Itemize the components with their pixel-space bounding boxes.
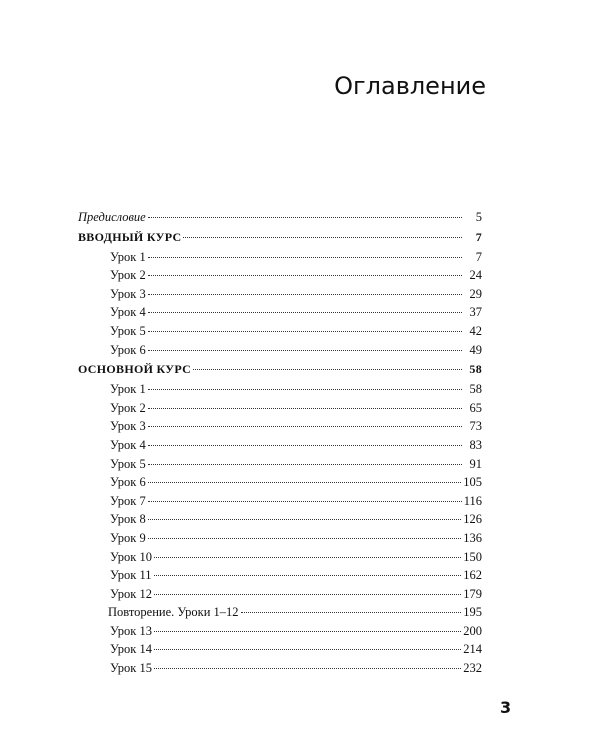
toc-entry-lesson[interactable] [78, 399, 482, 418]
toc-entry-lesson[interactable] [78, 640, 482, 659]
toc-entry-lesson[interactable] [78, 585, 482, 604]
toc-page-number: 37 [469, 305, 482, 320]
toc-part-label: ОСНОВНОЙ КУРС [78, 362, 192, 377]
toc-entry-label: Урок 10 [110, 549, 152, 564]
toc-page-number: 42 [469, 323, 482, 338]
toc-entry-lesson[interactable] [78, 341, 482, 360]
toc-entry-label: Урок 4 [110, 305, 146, 320]
toc-page-number: 105 [463, 475, 482, 490]
toc-page-number: 116 [463, 493, 482, 508]
toc-page-number: 195 [463, 605, 482, 620]
toc-entry-label: Урок 6 [110, 342, 146, 357]
toc-page-number: 150 [463, 549, 482, 564]
toc-entry-label: Урок 9 [110, 530, 146, 545]
toc-page-number: 49 [469, 342, 482, 357]
toc-entry-label: Урок 1 [110, 382, 146, 397]
dot-leader [148, 407, 462, 409]
toc-page-number: 126 [463, 512, 482, 527]
dot-leader [148, 518, 462, 520]
toc-entry-main-course[interactable] [78, 359, 482, 380]
dot-leader [148, 349, 462, 351]
toc-page-number: 58 [469, 362, 482, 377]
dot-leader [154, 593, 461, 595]
page-title: Оглавление [334, 72, 486, 100]
toc-entry-lesson[interactable] [78, 659, 482, 678]
dot-leader [154, 630, 461, 632]
dot-leader [148, 500, 462, 502]
toc-page-number: 214 [463, 642, 482, 657]
toc-page-number: 83 [469, 437, 482, 452]
toc-entry-label: Повторение. Уроки 1–12 [108, 605, 239, 620]
dot-leader [183, 236, 462, 238]
toc-entry-label: Урок 11 [110, 568, 152, 583]
dot-leader [154, 574, 462, 576]
toc-entry-label: Урок 3 [110, 419, 146, 434]
toc-entry-label: Урок 5 [110, 456, 146, 471]
toc-entry-label: Предисловие [78, 210, 146, 224]
toc-entry-lesson[interactable] [78, 492, 482, 511]
toc-entry-label: Урок 13 [110, 623, 152, 638]
toc-page-number: 136 [463, 530, 482, 545]
toc-page-number: 200 [463, 623, 482, 638]
toc-entry-label: Урок 1 [110, 249, 146, 264]
toc-entry-label: Урок 2 [110, 268, 146, 283]
toc-entry-label: Урок 14 [110, 642, 152, 657]
dot-leader [148, 425, 462, 427]
dot-leader [148, 293, 462, 295]
toc-page-number: 58 [469, 382, 482, 397]
dot-leader [148, 463, 462, 465]
toc-entry-lesson[interactable] [78, 285, 482, 304]
dot-leader [148, 311, 462, 313]
dot-leader [154, 648, 461, 650]
toc-page-number: 73 [469, 419, 482, 434]
dot-leader [193, 368, 462, 370]
dot-leader [148, 274, 462, 276]
toc-entry-label: Урок 3 [110, 286, 146, 301]
toc-entry-label: Урок 7 [110, 493, 146, 508]
toc-entry-intro-course[interactable] [78, 227, 482, 248]
toc-entry-label: Урок 8 [110, 512, 146, 527]
toc-entry-lesson[interactable] [78, 417, 482, 436]
toc-entry-label: Урок 6 [110, 475, 146, 490]
toc-page-number: 5 [475, 210, 482, 224]
toc-entry-lesson[interactable] [78, 473, 482, 492]
dot-leader [148, 444, 462, 446]
toc-entry-lesson[interactable] [78, 436, 482, 455]
toc-part-label: ВВОДНЫЙ КУРС [78, 229, 182, 244]
toc-page-number: 24 [469, 268, 482, 283]
dot-leader [148, 256, 462, 258]
toc-page-number: 29 [469, 286, 482, 301]
page-number: 3 [500, 698, 512, 717]
toc-entry-lesson[interactable] [78, 529, 482, 548]
toc-entry-lesson[interactable] [78, 510, 482, 529]
dot-leader [148, 481, 462, 483]
toc-page-number: 65 [469, 400, 482, 415]
toc-entry-lesson[interactable] [78, 303, 482, 322]
dot-leader [154, 556, 461, 558]
toc-entry-label: Урок 5 [110, 323, 146, 338]
toc-page-number: 179 [463, 586, 482, 601]
toc-entry-preface[interactable] [78, 208, 482, 227]
toc-page-number: 162 [463, 568, 482, 583]
toc-page-number: 7 [475, 249, 482, 264]
toc-page-number: 91 [469, 456, 482, 471]
toc-entry-lesson[interactable] [78, 322, 482, 341]
toc-page-number: 7 [475, 229, 482, 244]
dot-leader [154, 667, 461, 669]
toc-entry-lesson[interactable] [78, 622, 482, 641]
dot-leader [148, 537, 462, 539]
toc-page-number: 232 [463, 661, 482, 676]
toc-entry-label: Урок 4 [110, 437, 146, 452]
toc-entry-lesson[interactable] [78, 548, 482, 567]
toc-entry-lesson[interactable] [78, 566, 482, 585]
toc-entry-lesson[interactable] [78, 455, 482, 474]
dot-leader [148, 330, 462, 332]
toc-entry-lesson[interactable] [78, 248, 482, 267]
toc-entry-lesson[interactable] [78, 380, 482, 399]
dot-leader [148, 388, 462, 390]
dot-leader [148, 216, 462, 218]
toc-entry-review[interactable] [78, 603, 482, 622]
toc-entry-label: Урок 2 [110, 400, 146, 415]
toc-entry-label: Урок 15 [110, 661, 152, 676]
table-of-contents [78, 208, 482, 678]
toc-entry-label: Урок 12 [110, 586, 152, 601]
toc-entry-lesson[interactable] [78, 266, 482, 285]
dot-leader [241, 611, 462, 613]
